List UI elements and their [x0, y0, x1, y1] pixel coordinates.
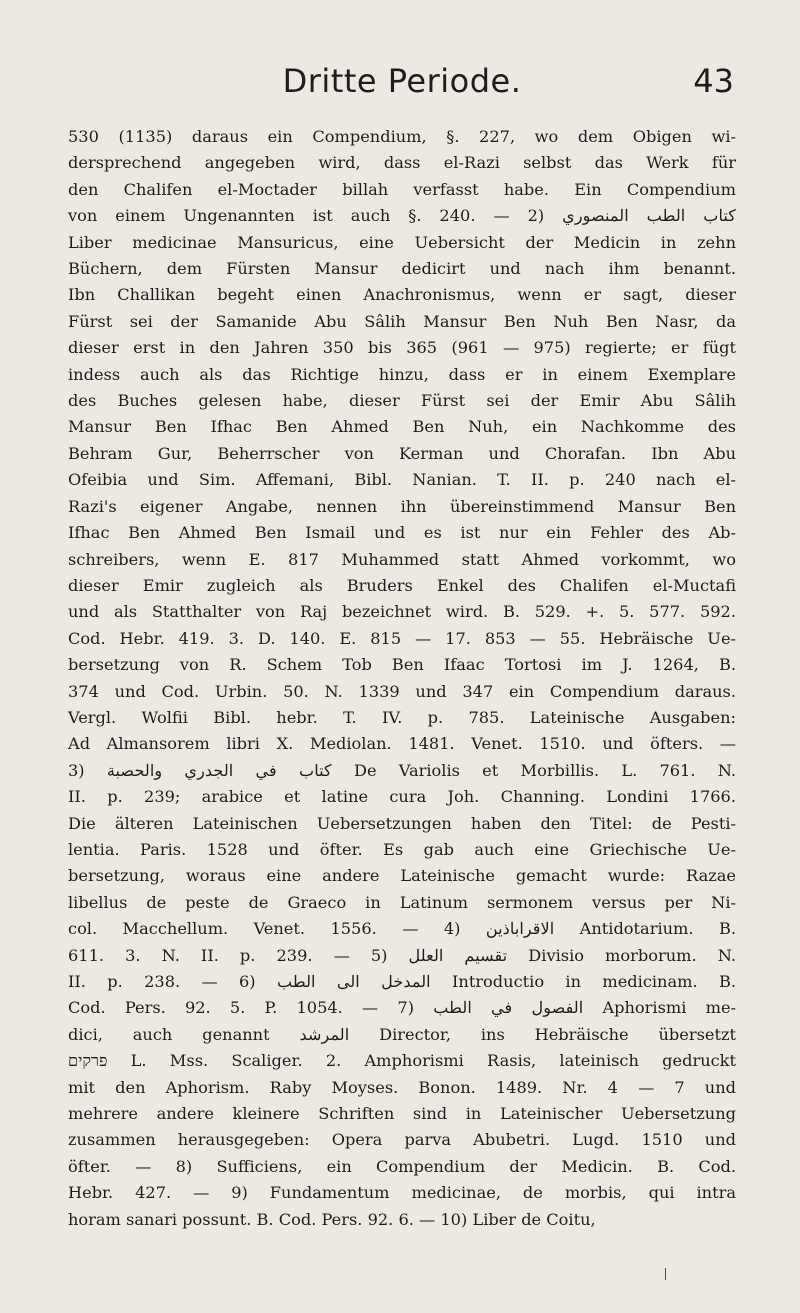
text-line: zusammen herausgegeben: Opera parva Abubetri. Lugd. 1510 und: [68, 1130, 736, 1150]
text-line: mit den Aphorism. Raby Moyses. Bonon. 1489. Nr. 4 — 7 und: [68, 1077, 736, 1097]
text-line: II. p. 238. — 6) المدخل الى الطب Introductio in medicinam. B.: [68, 972, 736, 991]
text-line: Cod. Hebr. 419. 3. D. 140. E. 815 — 17. 853 — 55. Hebräische Ue-: [68, 628, 736, 648]
text-line: 3) كتاب في الجدري والحصبة De Variolis et Morbillis. L. 761. N.: [68, 760, 737, 780]
text-line: Cod. Pers. 92. 5. P. 1054. — 7) الفصول في الطب Aphorismi me-: [68, 998, 737, 1018]
text-line: 530 (1135) daraus ein Compendium, §. 227, wo dem Obigen wi-: [68, 127, 736, 146]
text-line: Ifhac Ben Ahmed Ben Ismail und es ist nur ein Fehler des Ab-: [68, 523, 736, 543]
text-line: bersetzung, woraus eine andere Lateinische gemacht wurde: Razae: [68, 866, 736, 886]
text-line: und als Statthalter von Raj bezeichnet wird. B. 529. +. 5. 577. 592.: [68, 602, 736, 622]
text-line: Behram Gur, Beherrscher von Kerman und Chorafan. Ibn Abu: [68, 443, 736, 463]
text-line: 374 und Cod. Urbin. 50. N. 1339 und 347 ein Compendium daraus.: [68, 681, 736, 701]
text-line: Fürst sei der Samanide Abu Sâlih Mansur Ben Nuh Ben Nasr, da: [68, 311, 736, 331]
text-line: dici, auch genannt المرشد Director, ins Hebräische übersetzt: [68, 1024, 737, 1044]
text-line: dieser Emir zugleich als Bruders Enkel des Chalifen el-Muctafi: [68, 575, 736, 595]
text-line: libellus de peste de Graeco in Latinum sermonem versus per Ni-: [68, 892, 736, 912]
text-line: lentia. Paris. 1528 und öfter. Es gab auch eine Griechische Ue-: [68, 839, 736, 859]
text-line: 611. 3. N. II. p. 239. — 5) تقسيم العلل Divisio morborum. N.: [68, 945, 736, 965]
text-line: Büchern, dem Fürsten Mansur dedicirt und nach ihm benannt.: [68, 259, 736, 279]
text-line: von einem Ungenannten ist auch §. 240. — 2) كتاب الطب المنصوري: [68, 206, 737, 226]
text-line: horam sanari possunt. B. Cod. Pers. 92. 6. — 10) Liber de Coitu,: [68, 1209, 596, 1229]
printer-mark: [665, 1268, 666, 1280]
text-line: indess auch als das Richtige hinzu, dass er in einem Exemplare: [68, 364, 736, 384]
text-line: Vergl. Wolfii Bibl. hebr. T. IV. p. 785. Lateinische Ausgaben:: [68, 707, 736, 727]
text-line: col. Macchellum. Venet. 1556. — 4) الاقراباذين Antidotarium. B.: [68, 919, 737, 939]
text-line: Die älteren Lateinischen Uebersetzungen haben den Titel: de Pesti-: [68, 813, 736, 833]
page-number: 43: [693, 62, 734, 100]
text-line: Liber medicinae Mansuricus, eine Uebersicht der Medicin in zehn: [68, 232, 736, 252]
text-line: Ofeibia und Sim. Affemani, Bibl. Nanian. T. II. p. 240 nach el-: [68, 470, 736, 490]
text-line: Razi's eigener Angabe, nennen ihn übereinstimmend Mansur Ben: [68, 496, 736, 516]
text-line: den Chalifen el-Moctader billah verfasst habe. Ein Compendium: [68, 179, 736, 199]
text-line: Mansur Ben Ifhac Ben Ahmed Ben Nuh, ein Nachkomme des: [68, 417, 736, 437]
page-header: [68, 0, 736, 124]
text-line: schreibers, wenn E. 817 Muhammed statt Ahmed vorkommt, wo: [68, 549, 736, 569]
text-line: פרקים L. Mss. Scaliger. 2. Amphorismi Rasis, lateinisch gedruckt: [68, 1051, 736, 1071]
text-line: des Buches gelesen habe, dieser Fürst sei der Emir Abu Sâlih: [68, 391, 736, 411]
body-text: [68, 124, 736, 1233]
text-line: Ibn Challikan begeht einen Anachronismus, wenn er sagt, dieser: [68, 285, 736, 305]
text-line: II. p. 239; arabice et latine cura Joh. Channing. Londini 1766.: [68, 787, 736, 807]
text-line: öfter. — 8) Sufficiens, ein Compendium der Medicin. B. Cod.: [68, 1156, 736, 1176]
text-line: dieser erst in den Jahren 350 bis 365 (961 — 975) regierte; er fügt: [68, 338, 736, 358]
text-line: Hebr. 427. — 9) Fundamentum medicinae, de morbis, qui intra: [68, 1183, 736, 1203]
text-line: dersprechend angegeben wird, dass el-Razi selbst das Werk für: [68, 153, 736, 173]
text-line: bersetzung von R. Schem Tob Ben Ifaac Tortosi im J. 1264, B.: [68, 655, 736, 675]
text-line: mehrere andere kleinere Schriften sind in Lateinischer Uebersetzung: [68, 1104, 736, 1124]
text-line: Ad Almansorem libri X. Mediolan. 1481. Venet. 1510. und öfters. —: [68, 734, 736, 754]
running-title: Dritte Periode.: [282, 62, 522, 100]
